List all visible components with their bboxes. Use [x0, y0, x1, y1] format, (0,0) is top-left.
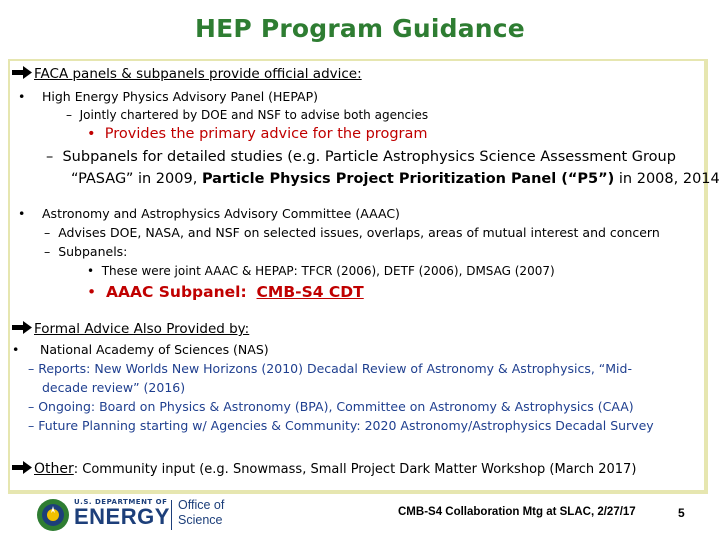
- arrow-icon: [12, 321, 32, 334]
- bullet-dot: •: [12, 342, 20, 357]
- aaac-subpanel-label: AAAC Subpanel:: [106, 283, 247, 301]
- section-other: [12, 461, 636, 477]
- slide-title: HEP Program Guidance: [195, 14, 525, 43]
- future-line: – Future Planning starting w/ Agencies & Community: 2020 Astronomy/Astrophysics Decadal Survey: [28, 418, 654, 433]
- hepap-item: [18, 89, 318, 104]
- hepap-sub-item: [66, 108, 428, 122]
- office-of-science: [178, 498, 224, 528]
- reports-line2: decade review” (2016): [42, 380, 186, 395]
- aaac-advises-item: [44, 225, 660, 240]
- other-text: : Community input (e.g. Snowmass, Small Project Dark Matter Workshop (March 2017): [73, 462, 637, 477]
- bullet-dot: •: [18, 89, 26, 104]
- subpanels-item: [46, 149, 676, 165]
- dash-marker: –: [66, 108, 80, 122]
- bullet-dot: •: [87, 283, 106, 301]
- energy-text: ENERGY: [74, 504, 170, 529]
- hepap-text: High Energy Physics Advisory Panel (HEPAP): [42, 89, 319, 104]
- bullet-dot: •: [87, 264, 102, 278]
- faca-heading-text: FACA panels & subpanels provide official advice:: [34, 66, 362, 82]
- section-faca-heading: [12, 66, 362, 82]
- hepap-sub-text: Jointly chartered by DOE and NSF to advise both agencies: [79, 108, 429, 122]
- formal-heading-text: Formal Advice Also Provided by:: [34, 321, 250, 337]
- aaac-advises-text: Advises DOE, NASA, and NSF on selected issues, overlaps, areas of mutual interest and concern: [58, 225, 660, 240]
- aaac-subpanels-text: Subpanels:: [58, 244, 128, 259]
- footer-meeting: CMB-S4 Collaboration Mtg at SLAC, 2/27/17: [398, 506, 636, 518]
- bullet-dot: •: [18, 206, 26, 221]
- footer-divider: [171, 500, 172, 530]
- doe-wordmark: [74, 498, 170, 528]
- reports-line1: – Reports: New Worlds New Horizons (2010) Decadal Review of Astronomy & Astrophysics, “Mid-: [28, 361, 632, 376]
- primary-advice-item: [87, 126, 428, 142]
- dash-marker: –: [44, 225, 59, 240]
- subpanels-text-a: “PASAG” in 2009,: [71, 171, 202, 187]
- office-line2: Science: [178, 513, 223, 527]
- aaac-item: [18, 206, 400, 221]
- other-heading-text: Other: [34, 461, 74, 477]
- bullet-dot: •: [87, 126, 105, 142]
- aaac-subpanels-item: [44, 244, 127, 259]
- dash-marker: –: [46, 149, 63, 165]
- aaac-joint-item: [87, 264, 555, 278]
- subpanels-text-c: in 2008, 2014: [614, 171, 720, 187]
- p5-text: Particle Physics Project Prioritization Panel (“P5”): [201, 171, 615, 187]
- dept-small-text: U.S. DEPARTMENT OF: [74, 498, 168, 506]
- nas-item: [12, 342, 269, 357]
- aaac-subpanel-item: [87, 283, 364, 301]
- arrow-icon: [12, 461, 32, 474]
- office-line1: Office of: [178, 498, 225, 512]
- aaac-joint-text: These were joint AAAC & HEPAP: TFCR (2006), DETF (2006), DMSAG (2007): [101, 264, 555, 278]
- aaac-text: Astronomy and Astrophysics Advisory Committee (AAAC): [42, 206, 400, 221]
- ongoing-line: – Ongoing: Board on Physics & Astronomy (BPA), Committee on Astronomy & Astrophysics (CAA): [28, 399, 634, 414]
- arrow-icon: [12, 66, 32, 79]
- cmb-s4-cdt-link[interactable]: CMB-S4 CDT: [256, 283, 364, 301]
- dash-marker: –: [44, 244, 59, 259]
- slide-number: 5: [678, 506, 685, 520]
- primary-advice-text: Provides the primary advice for the program: [104, 126, 428, 142]
- subpanels-line2: [71, 171, 720, 187]
- section-formal-heading: [12, 321, 249, 337]
- subpanels-text-line1: Subpanels for detailed studies (e.g. Particle Astrophysics Science Assessment Group: [62, 149, 676, 165]
- nas-text: National Academy of Sciences (NAS): [40, 342, 269, 357]
- doe-seal-logo: [36, 498, 70, 532]
